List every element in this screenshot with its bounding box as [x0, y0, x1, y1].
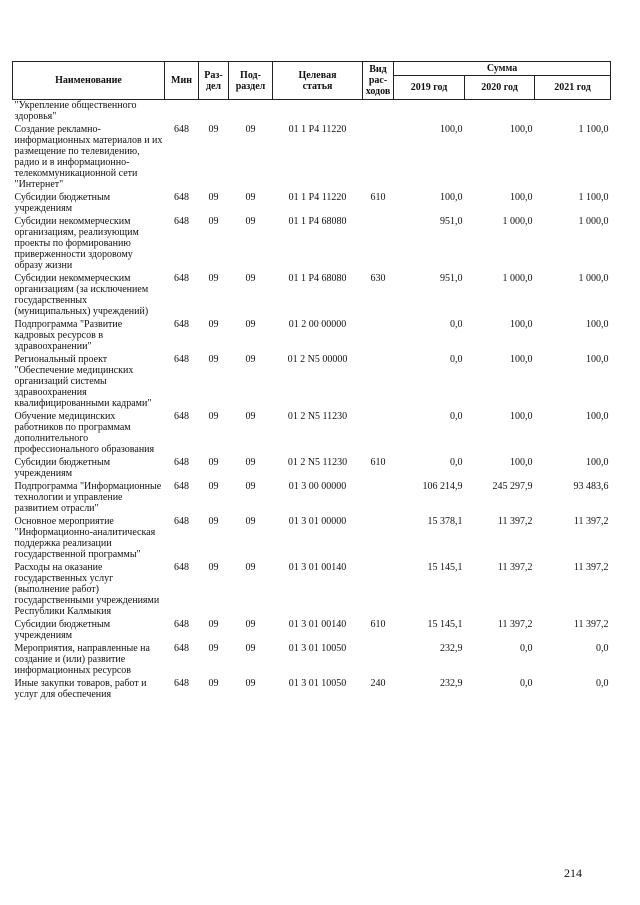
table-row [13, 192, 611, 216]
cell-target: 01 3 01 00140 [288, 619, 347, 630]
cell-name: Субсидии бюджетным учреждениям [14, 192, 111, 214]
cell-2019: 232,9 [440, 678, 463, 689]
table-row [13, 643, 611, 678]
budget-table [12, 61, 611, 702]
cell-2021: 0,0 [596, 678, 609, 689]
cell-target: 01 1 P4 68080 [288, 216, 347, 227]
cell-min: 648 [174, 678, 189, 689]
cell-min [165, 100, 199, 125]
cell-2020: 1 000,0 [502, 216, 533, 227]
cell-razdel: 09 [208, 619, 219, 630]
cell-min: 648 [174, 124, 189, 135]
cell-vid [363, 411, 394, 457]
cell-2019: 15 378,1 [427, 516, 463, 527]
table-row [13, 619, 611, 643]
cell-podrazdel: 09 [245, 481, 256, 492]
cell-vid [363, 643, 394, 678]
cell-razdel: 09 [208, 411, 219, 422]
table-row [13, 319, 611, 354]
cell-2020: 100,0 [510, 354, 533, 365]
cell-vid: 610 [370, 192, 386, 203]
cell-razdel: 09 [208, 319, 219, 330]
cell-name: Субсидии некоммерческим организациям (за исключением государственных (муниципальных) учреждений) [14, 273, 149, 317]
cell-razdel: 09 [208, 678, 219, 689]
cell-vid [363, 124, 394, 192]
table-header [13, 62, 611, 100]
cell-podrazdel: 09 [245, 354, 256, 365]
cell-2019: 100,0 [440, 192, 463, 203]
cell-2019: 0,0 [450, 354, 463, 365]
cell-min: 648 [174, 411, 189, 422]
page-number: 214 [564, 866, 582, 880]
cell-min: 648 [174, 192, 189, 203]
cell-2021: 11 397,2 [573, 619, 609, 630]
cell-podrazdel: 09 [245, 457, 256, 468]
header-podrazdel: Под- раздел [229, 62, 273, 100]
cell-2019: 0,0 [450, 411, 463, 422]
cell-podrazdel [229, 100, 273, 125]
cell-2020: 100,0 [510, 319, 533, 330]
cell-target: 01 3 00 00000 [288, 481, 347, 492]
cell-2019: 232,9 [440, 643, 463, 654]
cell-target: 01 2 N5 11230 [287, 411, 348, 422]
cell-razdel: 09 [208, 192, 219, 203]
cell-2021: 100,0 [586, 354, 609, 365]
cell-podrazdel: 09 [245, 124, 256, 135]
table-row [13, 678, 611, 702]
table-row [13, 124, 611, 192]
cell-vid: 240 [370, 678, 386, 689]
cell-razdel: 09 [208, 354, 219, 365]
cell-min: 648 [174, 562, 189, 573]
table-row [13, 100, 611, 125]
cell-name: Региональный проект "Обеспечение медицинских организаций системы здравоохранения квалифицированными кадрами" [14, 354, 152, 409]
header-2019: 2019 год [394, 76, 465, 100]
header-target: Целевая статья [273, 62, 363, 100]
cell-min: 648 [174, 457, 189, 468]
cell-2021: 93 483,6 [573, 481, 609, 492]
cell-razdel [199, 100, 229, 125]
table-row [13, 354, 611, 411]
cell-vid: 630 [370, 273, 386, 284]
cell-podrazdel: 09 [245, 319, 256, 330]
cell-podrazdel: 09 [245, 216, 256, 227]
table-row [13, 273, 611, 319]
cell-vid [363, 481, 394, 516]
cell-2019: 0,0 [450, 319, 463, 330]
header-2020: 2020 год [465, 76, 535, 100]
cell-2020: 1 000,0 [502, 273, 533, 284]
cell-name: "Укрепление общественного здоровья" [14, 100, 137, 122]
cell-min: 648 [174, 354, 189, 365]
cell-2021: 1 100,0 [578, 124, 609, 135]
cell-2021: 100,0 [586, 457, 609, 468]
cell-2020: 245 297,9 [492, 481, 533, 492]
cell-2020: 100,0 [510, 192, 533, 203]
cell-2020: 100,0 [510, 457, 533, 468]
cell-name: Подпрограмма "Информационные технологии и управление развитием отрасли" [14, 481, 162, 514]
cell-2019: 106 214,9 [422, 481, 463, 492]
table-row [13, 516, 611, 562]
header-min: Мин [165, 62, 199, 100]
cell-2019: 15 145,1 [427, 562, 463, 573]
cell-podrazdel: 09 [245, 562, 256, 573]
cell-target: 01 3 01 10050 [288, 643, 347, 654]
cell-2020: 0,0 [520, 678, 533, 689]
cell-2020 [465, 100, 535, 125]
cell-name: Иные закупки товаров, работ и услуг для обеспечения [14, 678, 147, 700]
cell-vid [363, 100, 394, 125]
cell-target [273, 100, 363, 125]
cell-name: Основное мероприятие "Информационно-аналитическая поддержка реализации государственной программы" [14, 516, 156, 560]
cell-2020: 0,0 [520, 643, 533, 654]
cell-2019: 15 145,1 [427, 619, 463, 630]
cell-razdel: 09 [208, 216, 219, 227]
header-razdel: Раз- дел [199, 62, 229, 100]
cell-2020: 100,0 [510, 124, 533, 135]
cell-target: 01 1 P4 68080 [288, 273, 347, 284]
cell-vid [363, 516, 394, 562]
cell-min: 648 [174, 216, 189, 227]
cell-vid: 610 [370, 619, 386, 630]
cell-2021: 11 397,2 [573, 562, 609, 573]
cell-podrazdel: 09 [245, 411, 256, 422]
cell-min: 648 [174, 643, 189, 654]
cell-2019: 100,0 [440, 124, 463, 135]
cell-razdel: 09 [208, 643, 219, 654]
cell-razdel: 09 [208, 562, 219, 573]
cell-podrazdel: 09 [245, 678, 256, 689]
table-body [13, 100, 611, 703]
cell-vid: 610 [370, 457, 386, 468]
cell-razdel: 09 [208, 516, 219, 527]
header-2021: 2021 год [535, 76, 611, 100]
cell-name: Создание рекламно-информационных материалов и их размещение по телевидению, радио и в информационно-телекоммуникационной сети "Интернет" [14, 124, 163, 190]
cell-podrazdel: 09 [245, 619, 256, 630]
cell-target: 01 3 01 00000 [288, 516, 347, 527]
cell-min: 648 [174, 516, 189, 527]
cell-vid [363, 562, 394, 619]
cell-2021: 100,0 [586, 319, 609, 330]
cell-target: 01 2 N5 11230 [287, 457, 348, 468]
cell-name: Расходы на оказание государственных услуг (выполнение работ) государственными учреждениями Республики Калмыкия [14, 562, 160, 617]
cell-target: 01 2 N5 00000 [287, 354, 348, 365]
table-row [13, 481, 611, 516]
cell-target: 01 1 P4 11220 [288, 192, 347, 203]
cell-razdel: 09 [208, 273, 219, 284]
cell-2019 [394, 100, 465, 125]
cell-podrazdel: 09 [245, 516, 256, 527]
cell-min: 648 [174, 273, 189, 284]
cell-2021: 1 000,0 [578, 216, 609, 227]
cell-2019: 951,0 [440, 216, 463, 227]
cell-name: Подпрограмма "Развитие кадровых ресурсов в здравоохранении" [14, 319, 123, 352]
cell-2021: 1 100,0 [578, 192, 609, 203]
cell-vid [363, 319, 394, 354]
cell-2021 [535, 100, 611, 125]
cell-2019: 0,0 [450, 457, 463, 468]
cell-2021: 1 000,0 [578, 273, 609, 284]
cell-target: 01 3 01 00140 [288, 562, 347, 573]
table-row [13, 457, 611, 481]
cell-2021: 0,0 [596, 643, 609, 654]
cell-podrazdel: 09 [245, 643, 256, 654]
cell-podrazdel: 09 [245, 192, 256, 203]
cell-razdel: 09 [208, 457, 219, 468]
table-row [13, 216, 611, 273]
cell-min: 648 [174, 481, 189, 492]
cell-target: 01 1 P4 11220 [288, 124, 347, 135]
cell-2020: 11 397,2 [497, 562, 533, 573]
cell-name: Обучение медицинских работников по программам дополнительного профессионального образования [14, 411, 155, 455]
cell-vid [363, 216, 394, 273]
cell-target: 01 3 01 10050 [288, 678, 347, 689]
cell-razdel: 09 [208, 124, 219, 135]
table-row [13, 562, 611, 619]
cell-2020: 11 397,2 [497, 516, 533, 527]
cell-vid [363, 354, 394, 411]
cell-min: 648 [174, 619, 189, 630]
table-row [13, 411, 611, 457]
header-sum: Сумма [394, 62, 611, 76]
header-vid: Вид рас- ходов [363, 62, 394, 100]
cell-2021: 11 397,2 [573, 516, 609, 527]
cell-name: Субсидии некоммерческим организациям, реализующим проекты по формированию приверженности здоровому образу жизни [14, 216, 139, 271]
cell-name: Мероприятия, направленные на создание и (или) развитие информационных ресурсов [14, 643, 150, 676]
cell-name: Субсидии бюджетным учреждениям [14, 457, 111, 479]
cell-razdel: 09 [208, 481, 219, 492]
cell-2019: 951,0 [440, 273, 463, 284]
cell-name: Субсидии бюджетным учреждениям [14, 619, 111, 641]
cell-min: 648 [174, 319, 189, 330]
cell-2020: 100,0 [510, 411, 533, 422]
cell-podrazdel: 09 [245, 273, 256, 284]
cell-2021: 100,0 [586, 411, 609, 422]
cell-2020: 11 397,2 [497, 619, 533, 630]
header-name: Наименование [13, 62, 165, 100]
cell-target: 01 2 00 00000 [288, 319, 347, 330]
